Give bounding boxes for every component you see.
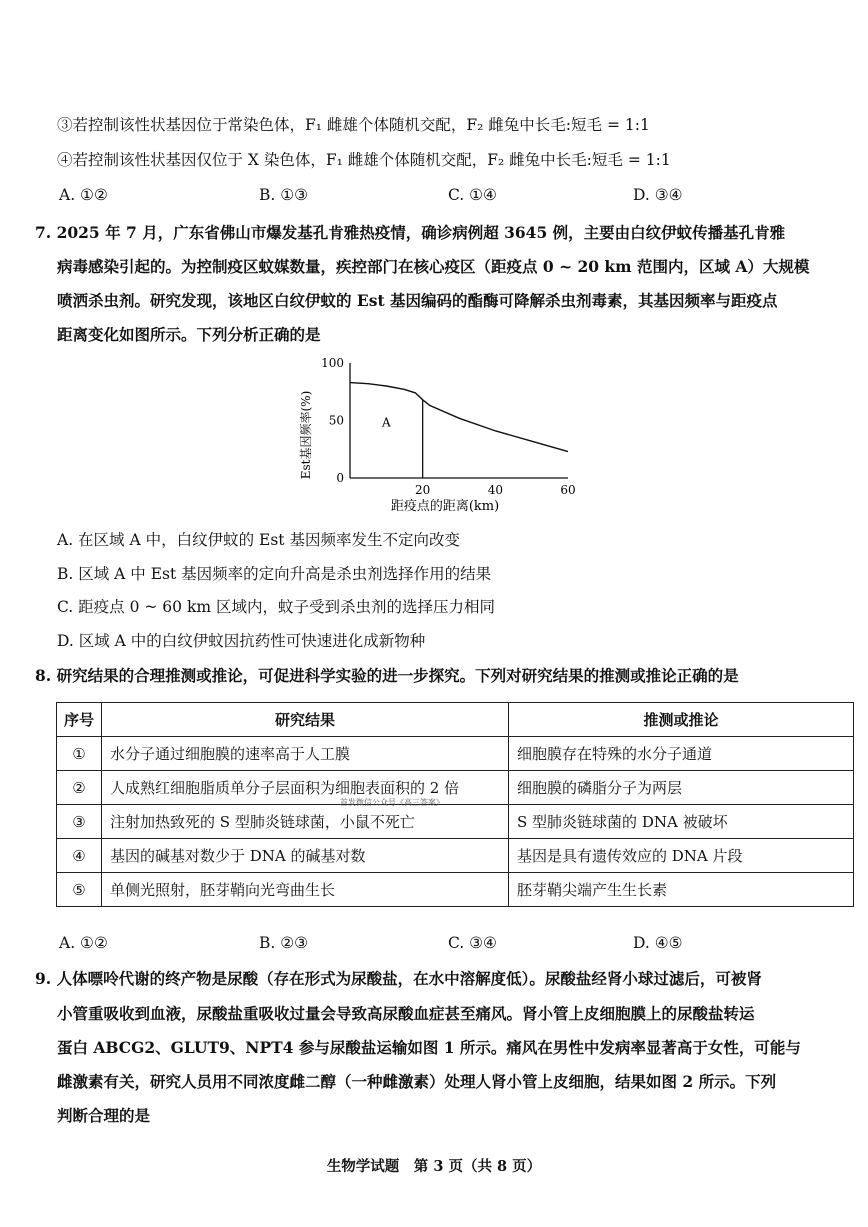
q9-stem-line-4: 雌激素有关，研究人员用不同浓度雌二醇（一种雌激素）处理人肾小管上皮细胞，结果如图 2 所示。下列 [57,1072,777,1091]
q6-option-a: A. ①② [59,186,108,204]
table-row [57,805,854,839]
q8-option-b: B. ②③ [259,934,309,952]
table-row [57,839,854,873]
q8-stem: 8. 研究结果的合理推测或推论，可促进科学实验的进一步探究。下列对研究结果的推测或推论正确的是 [35,666,739,685]
row-inference: 细胞膜的磷脂分子为两层 [509,771,854,805]
q7-stem-line-4: 距离变化如图所示。下列分析正确的是 [57,325,321,344]
table-row [57,737,854,771]
row-num: ① [57,737,102,771]
y-tick-label: 50 [328,413,344,428]
row-inference: 基因是具有遗传效应的 DNA 片段 [509,839,854,873]
header-num: 序号 [57,703,102,737]
q9-stem-line-5: 判断合理的是 [57,1106,151,1125]
x-tick-label: 60 [560,483,576,497]
q7-option-c: C. 距疫点 0 ~ 60 km 区域内，蚊子受到杀虫剂的选择压力相同 [57,598,495,616]
y-tick-label: 0 [336,471,344,485]
row-inference: S 型肺炎链球菌的 DNA 被破坏 [509,805,854,839]
q7-stem-line-3: 喷洒杀虫剂。研究发现，该地区白纹伊蚊的 Est 基因编码的酯酶可降解杀虫剂毒素，其基因频率与距疫点 [57,291,778,310]
statement-3: ③若控制该性状基因位于常染色体，F₁ 雌雄个体随机交配，F₂ 雌兔中长毛:短毛 = 1:1 [57,116,650,134]
table-row [57,873,854,907]
q7-stem-line-2: 病毒感染引起的。为控制疫区蚊媒数量，疾控部门在核心疫区（距疫点 0 ~ 20 km 范围内，区域 A）大规模 [57,257,810,276]
watermark: 首发微信公众号《高三答案》 [340,798,444,807]
q9-stem-line-3: 蛋白 ABCG2、GLUT9、NPT4 参与尿酸盐运输如图 1 所示。痛风在男性中发病率显著高于女性，可能与 [57,1038,801,1057]
q8-option-c: C. ③④ [448,934,497,952]
q6-option-d: D. ③④ [633,186,683,204]
row-num: ③ [57,805,102,839]
row-result: 基因的碱基对数少于 DNA 的碱基对数 [102,839,509,873]
header-inference: 推测或推论 [509,703,854,737]
q7-option-a: A. 在区域 A 中，白纹伊蚊的 Est 基因频率发生不定向改变 [57,531,460,549]
q9-stem-line-1: 9. 人体嘌呤代谢的终产物是尿酸（存在形式为尿酸盐，在水中溶解度低）。尿酸盐经肾小球过滤后，可被肾 [35,969,762,988]
table-header-row [57,703,854,737]
statement-4: ④若控制该性状基因仅位于 X 染色体，F₁ 雌雄个体随机交配，F₂ 雌兔中长毛:短毛 = 1:1 [57,151,671,169]
est-frequency-chart [290,350,600,515]
header-result: 研究结果 [102,703,509,737]
y-tick-label: 100 [321,356,344,370]
q6-option-c: C. ①④ [448,186,497,204]
x-tick-label: 40 [487,483,503,497]
row-num: ② [57,771,102,805]
q8-option-d: D. ④⑤ [633,934,683,952]
row-result: 人成熟红细胞脂质单分子层面积为细胞表面积的 2 倍 [102,771,509,805]
y-axis-label: Est基因频率(%) [299,390,313,480]
table-row [57,771,854,805]
q8-option-a: A. ①② [59,934,108,952]
x-axis-label: 距疫点的距离(km) [390,499,500,514]
page-footer: 生物学试题 第 3 页（共 8 页） [326,1158,542,1175]
region-a-label: A [381,415,391,430]
research-table [56,702,854,907]
q7-stem-line-1: 7. 2025 年 7 月，广东省佛山市爆发基孔肯雅热疫情，确诊病例超 3645 例，主要由白纹伊蚊传播基孔肯雅 [35,223,786,242]
row-result: 单侧光照射，胚芽鞘向光弯曲生长 [102,873,509,907]
x-tick-label: 20 [415,483,431,497]
row-num: ④ [57,839,102,873]
row-inference: 胚芽鞘尖端产生生长素 [509,873,854,907]
row-num: ⑤ [57,873,102,907]
row-result: 水分子通过细胞膜的速率高于人工膜 [102,737,509,771]
q9-stem-line-2: 小管重吸收到血液，尿酸盐重吸收过量会导致高尿酸血症甚至痛风。肾小管上皮细胞膜上的尿酸盐转运 [57,1004,755,1023]
q6-option-b: B. ①③ [259,186,309,204]
row-result: 注射加热致死的 S 型肺炎链球菌，小鼠不死亡 [102,805,509,839]
q7-option-b: B. 区域 A 中 Est 基因频率的定向升高是杀虫剂选择作用的结果 [57,565,492,583]
row-inference: 细胞膜存在特殊的水分子通道 [509,737,854,771]
q7-option-d: D. 区域 A 中的白纹伊蚊因抗药性可快速进化成新物种 [57,632,426,650]
